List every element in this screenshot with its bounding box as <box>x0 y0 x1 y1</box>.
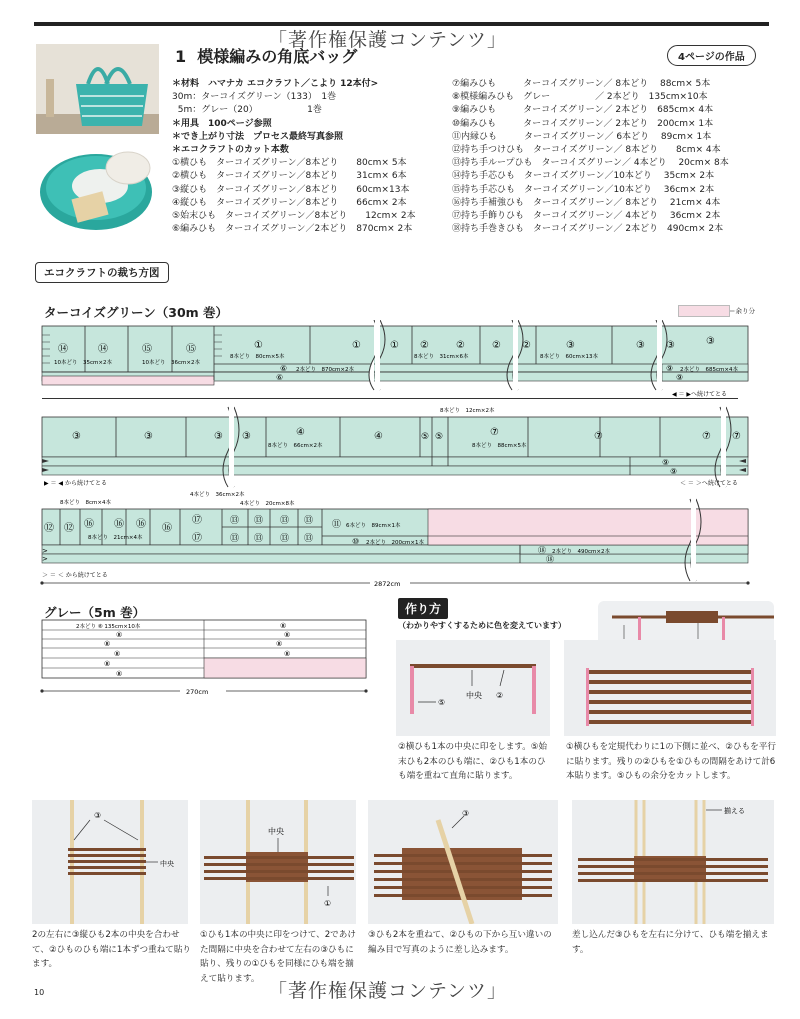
step3-caption: 2の左右に③縦ひも2本の中央を合わせて、②ひものひも端に1本ずつ重ねて貼ります。 <box>32 930 191 970</box>
row1-n14a: ⑭ <box>58 344 68 355</box>
row2-strip-a <box>42 457 748 466</box>
materials-right-line: ⑪内縁ひも ターコイズグリーン／ 6本どり 89cm× 1本 <box>452 131 712 142</box>
watermark-bottom: 「著作権保護コンテンツ」 <box>268 980 508 1002</box>
row3-strip-b <box>42 554 748 563</box>
step1-label-two: ② <box>496 691 504 700</box>
cut-row-3 <box>40 491 760 593</box>
step1-label-center: 中央 <box>466 691 482 700</box>
row3-n18a: ⑱ <box>538 546 546 555</box>
row2-n7c: ⑦ <box>702 431 711 442</box>
materials-right-line: ⑮持ち手芯ひも ターコイズグリーン／10本どり 36cm× 2本 <box>452 184 715 195</box>
row3-n16-2: ⑯ <box>136 519 146 530</box>
materials-right-line: ⑫持ち手つけひも ターコイズグリーン／ 8本どり 8cm× 4本 <box>452 145 721 156</box>
row1-n1a: ① <box>254 340 263 351</box>
row2-n3-2: ③ <box>214 431 223 442</box>
gray-n8-r2: ⑧ <box>284 631 291 639</box>
gray-n8-l6: ⑧ <box>116 670 123 678</box>
howto-note: （わかりやすくするために色を変えています） <box>398 621 566 630</box>
row3-t11: 6本どり 89cm×1本 <box>346 523 401 529</box>
row2-n4a: ④ <box>296 427 305 438</box>
cut-diagram-tag: エコクラフトの裁ち方図 <box>35 262 169 283</box>
row3-t13: 4本どり 20cm×8本 <box>240 501 295 507</box>
step4-label-one: ① <box>324 899 332 908</box>
step3-label-center: 中央 <box>160 860 174 868</box>
row1-n3c: ③ <box>666 340 675 351</box>
row1-strip-9b <box>662 372 748 381</box>
row3-n11: ⑪ <box>332 520 342 530</box>
row3-n13-6: ⑬ <box>280 534 290 544</box>
howto-tag: 作り方 <box>398 598 448 619</box>
row1-cont: ◀ ＝ ▶へ続けてとる <box>672 391 728 398</box>
step4-caption: ①ひも1本の中央に印をつけて、2であけた間隔に中央を合わせて左右の③ひもに貼り、残りの①ひもを同様にひも端を揃えて貼ります。 <box>200 930 356 984</box>
step2-photo <box>564 640 776 736</box>
row3-total: 2872cm <box>374 580 401 588</box>
step6-caption: 差し込んだ③ひもを左右に分けて、ひも端を揃えます。 <box>572 930 769 955</box>
row3-t12: 8本どり 8cm×4本 <box>60 500 111 506</box>
row1-t1: 8本どり 80cm×5本 <box>230 354 285 360</box>
row1-n6a: ⑥ <box>280 364 288 373</box>
materials-left-line: ⑥編みひも ターコイズグリーン／2本どり 870cm× 2本 <box>172 224 413 235</box>
materials-right-line: ⑦編みひも ターコイズグリーン／ 8本どり 88cm× 5本 <box>452 79 711 89</box>
row2-t4: 8本どり 66cm×2本 <box>268 443 323 449</box>
materials-right <box>452 78 729 236</box>
step5-label-three: ③ <box>462 809 470 818</box>
gray-title: グレー（5m 巻） <box>44 605 146 620</box>
row3-cont-left: ＞ ＝ ＜ から続けてとる <box>42 572 108 579</box>
row3-n17a: ⑰ <box>192 515 202 526</box>
gray-n8-l5: ⑧ <box>104 660 111 668</box>
gray-n8-r3: ⑧ <box>276 640 283 648</box>
row2-cont-left: ▶ ＝ ◀ から続けてとる <box>44 480 107 487</box>
step5-caption: ③ひも2本を重ねて、②ひもの下から互い違いの編み目で写真のように差し込みます。 <box>368 930 552 955</box>
row2-n5b: ⑤ <box>435 432 444 442</box>
row3-t18: 2本どり 490cm×2本 <box>552 549 610 555</box>
step5-photo <box>368 800 558 924</box>
row2-n9b: ⑨ <box>670 467 678 476</box>
row1-n3b: ③ <box>636 340 645 351</box>
row2-n7d: ⑦ <box>732 431 741 442</box>
row2-n7b: ⑦ <box>594 431 603 442</box>
row2-n3-3: ③ <box>242 431 251 442</box>
row3-n13-5: ⑬ <box>254 534 264 544</box>
row1-n1b: ① <box>352 340 361 351</box>
cut-row-1 <box>40 320 760 402</box>
row1-excess <box>42 376 214 385</box>
gray-excess <box>204 658 366 678</box>
materials-left-line: ④縦ひも ターコイズグリーン／8本どり 66cm× 2本 <box>172 197 407 208</box>
row1-n15a: ⑮ <box>142 344 152 355</box>
page-number: 10 <box>34 988 45 997</box>
materials-left-line: ＊用具 100ページ参照 <box>172 118 272 129</box>
row1-t2: 8本どり 31cm×6本 <box>414 354 469 360</box>
row3-n13-3: ⑬ <box>304 516 314 526</box>
row1-n2a: ② <box>420 340 429 351</box>
row1-n9b: ⑨ <box>676 373 684 382</box>
row2-n3-0: ③ <box>72 431 81 442</box>
materials-left-line: 5m：グレー（20） 1巻 <box>172 105 322 116</box>
row3-n13-1: ⑬ <box>254 516 264 526</box>
materials-left-line: ②横ひも ターコイズグリーン／8本どり 31cm× 6本 <box>172 171 407 182</box>
step6-label-align: 揃える <box>724 807 745 815</box>
craft-roll-illustration <box>36 140 159 238</box>
materials-left-line: ①横ひも ターコイズグリーン／8本どり 80cm× 5本 <box>172 158 407 169</box>
row3-n10: ⑩ <box>352 537 360 546</box>
title-number: 1 <box>175 47 187 66</box>
row1-n6b: ⑥ <box>276 373 284 382</box>
row2-n5a: ⑤ <box>421 432 430 442</box>
materials-right-line: ⑧模様編みひも グレー ／ 2本どり 135cm×10本 <box>452 92 708 103</box>
svg-text:>: > <box>42 555 48 563</box>
step2-caption: ①横ひもを定規代わりに1の下側に並べ、②ひもを平行に貼ります。残りの②ひもを①ひもの間隔をあけて計6本貼ります。⑤ひもの余分をカットします。 <box>566 742 776 782</box>
row1-t3: 8本どり 60cm×13本 <box>540 354 598 360</box>
row1-n3a: ③ <box>566 340 575 351</box>
row1-t9: 2本どり 685cm×4本 <box>680 367 738 373</box>
row3-excess-mid <box>428 536 748 545</box>
gray-n8-l2: ⑧ <box>116 631 123 639</box>
materials-right-line: ⑰持ち手飾りひも ターコイズグリーン／ 4本どり 36cm× 2本 <box>452 211 721 222</box>
row3-n12a: ⑫ <box>44 523 54 534</box>
step6-photo <box>572 800 774 924</box>
row1-n2d: ② <box>522 340 531 351</box>
materials-left-line: ③縦ひも ターコイズグリーン／8本どり 60cm×13本 <box>172 184 410 195</box>
row1-dimension-line <box>42 398 738 399</box>
bag-photo <box>36 44 159 134</box>
row1-n2c: ② <box>492 340 501 351</box>
step4-photo <box>200 800 356 924</box>
row3-n13-7: ⑬ <box>304 534 314 544</box>
row3-n16-3: ⑯ <box>162 523 172 534</box>
page-title <box>175 44 357 67</box>
materials-right-line: ⑱持ち手巻きひも ターコイズグリーン／ 2本どり 490cm× 2本 <box>452 224 724 235</box>
row1-t6: 2本どり 870cm×2本 <box>296 367 354 373</box>
row3-n12b: ⑫ <box>64 523 74 534</box>
gray-cut-diagram <box>40 618 370 700</box>
gray-n8-l4: ⑧ <box>114 650 121 658</box>
watermark-top: 「著作権保護コンテンツ」 <box>268 29 508 51</box>
row3-t17: 4本どり 36cm×2本 <box>190 492 245 498</box>
row1-n9a: ⑨ <box>666 364 674 373</box>
row1-n1c: ① <box>390 340 399 351</box>
row3-n13-2: ⑬ <box>280 516 290 526</box>
row3-n16-1: ⑯ <box>114 519 124 530</box>
step1-label-five: ⑤ <box>438 698 446 707</box>
gray-first: 2本どり ⑧ 135cm×10本 <box>76 624 141 630</box>
row2-t5: 8本どり 12cm×2本 <box>440 408 495 414</box>
row1-n2b: ② <box>456 340 465 351</box>
row2-n7a: ⑦ <box>490 427 499 438</box>
row3-n18b: ⑱ <box>546 555 554 564</box>
materials-left-line: ＊エコクラフトのカット本数 <box>172 145 289 156</box>
gray-total: 270cm <box>186 688 209 696</box>
row2-cont-right: ＜ ＝ ＞へ続けてとる <box>680 480 738 487</box>
row2-n3-1: ③ <box>144 431 153 442</box>
row2-n4b: ④ <box>374 431 383 442</box>
materials-left-line: ＊でき上がり寸法 プロセス最終写真参照 <box>172 131 344 142</box>
row3-n13-4: ⑬ <box>230 534 240 544</box>
turquoise-title: ターコイズグリーン（30m 巻） <box>44 305 229 320</box>
materials-right-line: ⑯持ち手補強ひも ターコイズグリーン／ 8本どり 21cm× 4本 <box>452 197 721 208</box>
row1-n3d: ③ <box>706 336 715 347</box>
gray-n8-r1: ⑧ <box>280 622 287 630</box>
gray-n8-l3: ⑧ <box>104 640 111 648</box>
row1-n14b: ⑭ <box>98 344 108 355</box>
materials-left-line: ⑤始末ひも ターコイズグリーン／8本どり 12cm× 2本 <box>172 211 416 222</box>
work-reference-pill: 4ページの作品 <box>667 45 756 66</box>
materials-right-line: ⑬持ち手ループひも ターコイズグリーン／ 4本どり 20cm× 8本 <box>452 158 729 169</box>
step3-photo <box>32 800 188 924</box>
materials-left-line: 30m：ターコイズグリーン（133） 1巻 <box>172 92 337 103</box>
step4-label-center: 中央 <box>268 827 284 836</box>
row3-t16: 8本どり 21cm×4本 <box>88 535 143 541</box>
materials-right-line: ⑩編みひも ターコイズグリーン／ 2本どり 200cm× 1本 <box>452 118 714 129</box>
step1-caption: ②横ひも1本の中央に印をします。⑤始末ひも2本のひも端に、②ひも1本のひも端を重ねて直角に貼ります。 <box>398 742 548 782</box>
excess-legend-swatch <box>678 305 730 317</box>
row1-t15: 10本どり 36cm×2本 <box>142 360 200 366</box>
row2-strip-b <box>42 466 748 475</box>
materials-right-line: ⑨編みひも ターコイズグリーン／ 2本どり 685cm× 4本 <box>452 105 714 116</box>
bag-illustration <box>36 44 159 134</box>
row2-t7: 8本どり 88cm×5本 <box>472 443 527 449</box>
materials-left <box>172 78 416 236</box>
excess-legend-label: ＝余り分 <box>729 307 755 315</box>
svg-text:>: > <box>42 547 48 555</box>
materials-left-line: ＊材料 ハマナカ エコクラフト／こより 12本付> <box>172 79 379 89</box>
row3-n13-0: ⑬ <box>230 516 240 526</box>
gray-n8-r4: ⑧ <box>284 650 291 658</box>
row1-t14: 10本どり 35cm×2本 <box>54 360 112 366</box>
row3-n17b: ⑰ <box>192 533 202 544</box>
cut-row-2 <box>40 403 760 491</box>
row3-t10: 2本どり 200cm×1本 <box>366 540 424 546</box>
row1-n15b: ⑮ <box>186 344 196 355</box>
step3-label-three: ③ <box>94 811 102 820</box>
row2-n9a: ⑨ <box>662 458 670 467</box>
step1-photo <box>396 640 550 736</box>
row3-n16-0: ⑯ <box>84 519 94 530</box>
materials-right-line: ⑭持ち手芯ひも ターコイズグリーン／10本どり 35cm× 2本 <box>452 171 715 182</box>
roll-photo <box>36 140 159 238</box>
title-text: 模様編みの角底バッグ <box>197 47 358 66</box>
